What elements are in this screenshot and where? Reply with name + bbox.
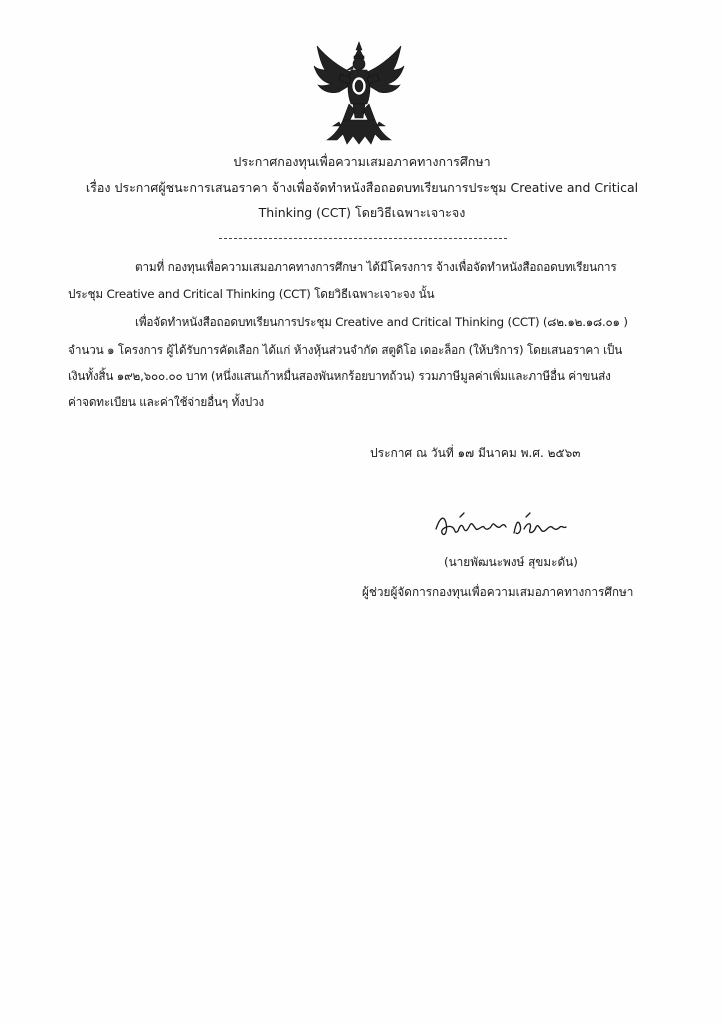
signatory-title: ผู้ช่วยผู้จัดการกองทุนเพื่อความเสมอภาคทางการศึกษา: [362, 585, 634, 599]
subject-line-continued: Thinking (CCT) โดยวิธีเฉพาะเจาะจง: [258, 205, 466, 220]
subject-line: เรื่อง ประกาศผู้ชนะการเสนอราคา จ้างเพื่อจัดทำหนังสือถอดบทเรียนการประชุม Creative and Critical: [85, 180, 639, 195]
body-line: จำนวน ๑ โครงการ ผู้ได้รับการคัดเลือก ได้แก่ ห้างหุ้นส่วนจำกัด สตูดิโอ เดอะล็อก (ให้บริการ) โดยเสนอราคา เป็น: [68, 343, 623, 357]
body-line: เงินทั้งสิ้น ๑๙๒,๖๐๐.๐๐ บาท (หนึ่งแสนเก้าหมื่นสองพันหกร้อยบาทถ้วน) รวมภาษีมูลค่าเพิ่มและภาษีอื่น ค่าขนส่ง: [68, 369, 611, 383]
announcement-date: ประกาศ ณ วันที่ ๑๗ มีนาคม พ.ศ. ๒๕๖๓: [370, 446, 581, 460]
signatory-name: (นายพัฒนะพงษ์ สุขมะดัน): [444, 555, 578, 569]
garuda-emblem-icon: [313, 40, 405, 146]
announcement-heading: ประกาศกองทุนเพื่อความเสมอภาคทางการศึกษา: [233, 154, 491, 169]
header-divider: [219, 238, 507, 239]
body-line: ประชุม Creative and Critical Thinking (CCT) โดยวิธีเฉพาะเจาะจง นั้น: [68, 287, 435, 301]
body-line: ตามที่ กองทุนเพื่อความเสมอภาคทางการศึกษา ได้มีโครงการ จ้างเพื่อจัดทำหนังสือถอดบทเรียนการ: [135, 260, 617, 274]
body-line: เพื่อจัดทำหนังสือถอดบทเรียนการประชุม Creative and Critical Thinking (CCT) (๘๒.๑๒.๑๘.๐๑ ): [135, 315, 628, 329]
handwritten-signature: [430, 507, 580, 547]
body-line: ค่าจดทะเบียน และค่าใช้จ่ายอื่นๆ ทั้งปวง: [68, 395, 264, 409]
